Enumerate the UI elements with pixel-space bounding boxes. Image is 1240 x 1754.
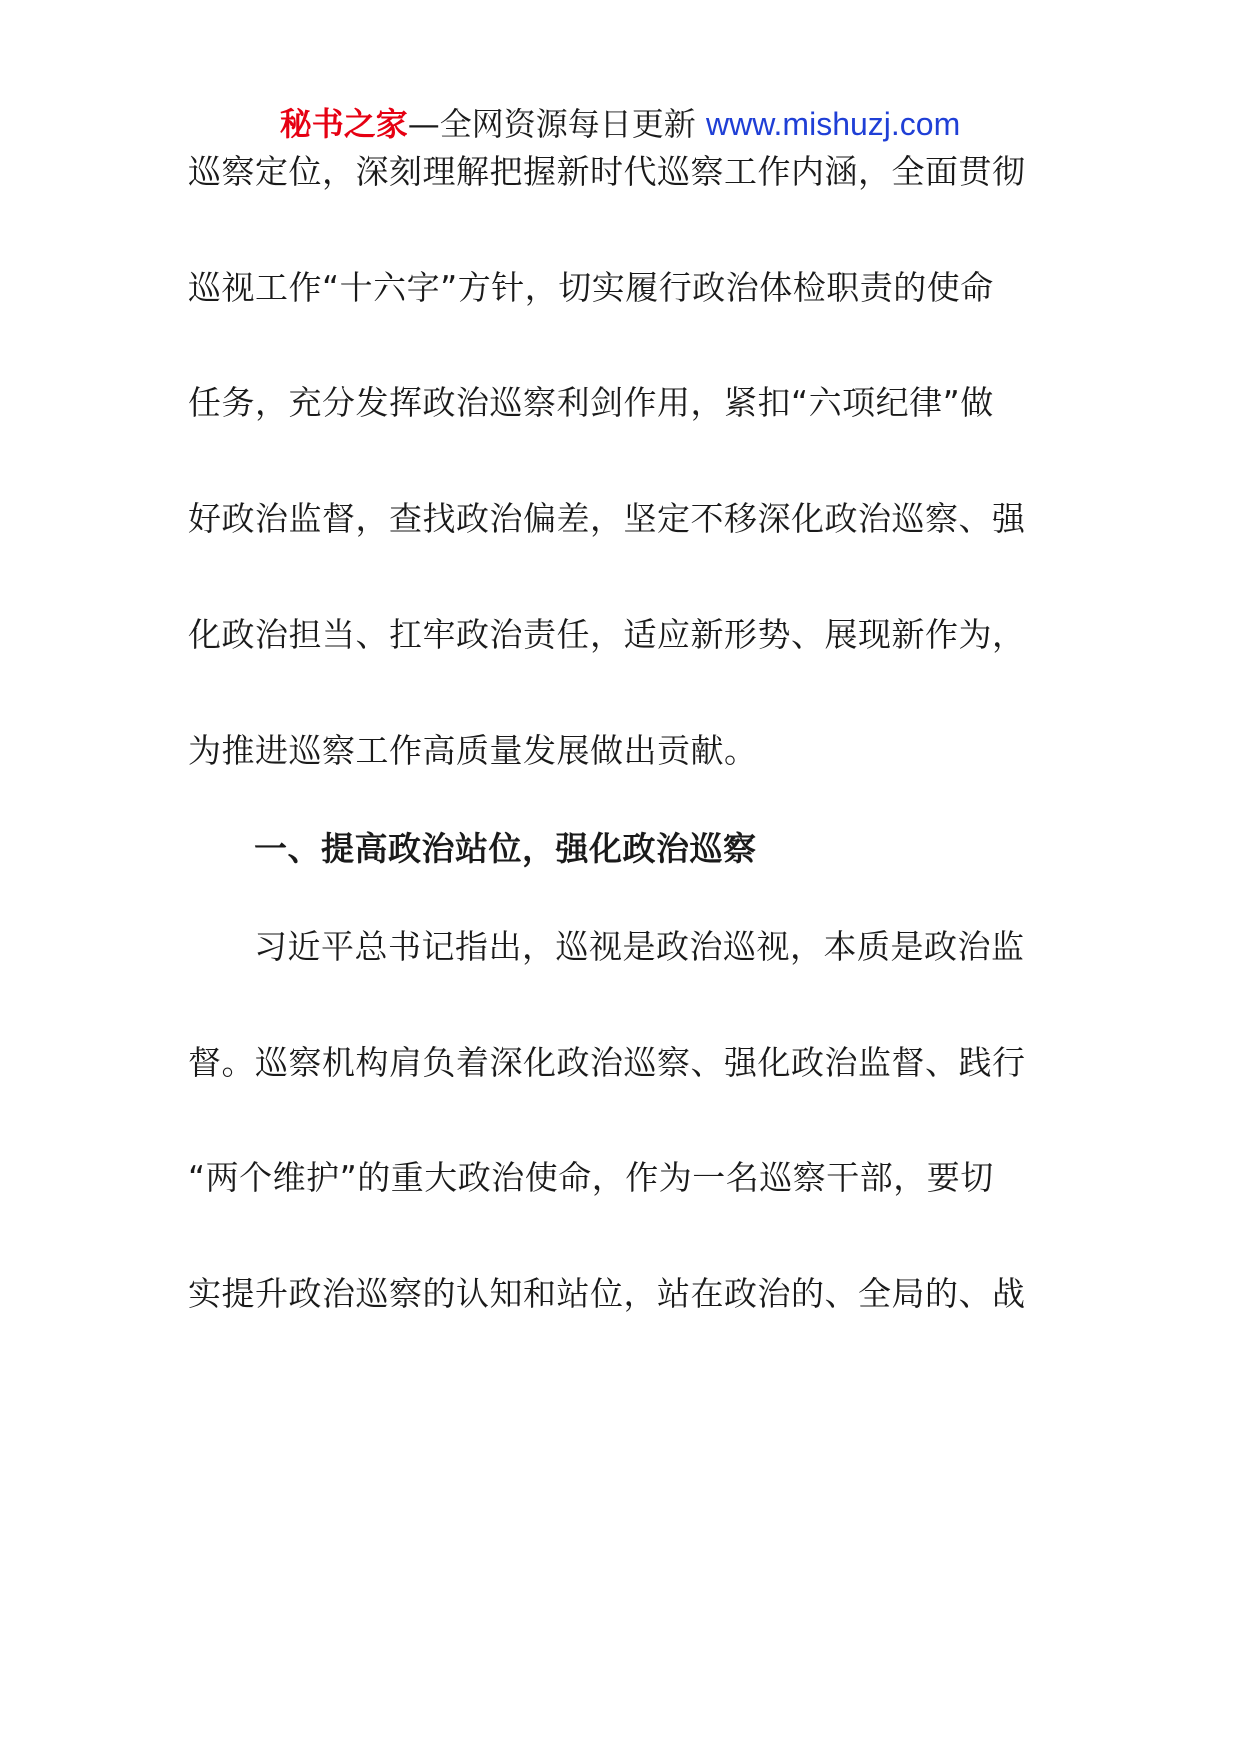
site-url-link[interactable]: www.mishuzj.com bbox=[705, 106, 961, 142]
paragraph-line: 为推进巡察工作高质量发展做出贡献。 bbox=[188, 731, 758, 770]
paragraph-line: “两个维护”的重大政治使命，作为一名巡察干部，要切 bbox=[188, 1158, 994, 1197]
paragraph-line: 好政治监督，查找政治偏差，坚定不移深化政治巡察、强 bbox=[188, 499, 1026, 538]
paragraph-line: 任务，充分发挥政治巡察利剑作用，紧扣“六项纪律”做 bbox=[188, 383, 994, 422]
site-header bbox=[0, 104, 1240, 144]
paragraph-line: 化政治担当、扛牢政治责任，适应新形势、展现新作为， bbox=[188, 615, 1026, 654]
paragraph-line: 巡视工作“十六字”方针，切实履行政治体检职责的使命 bbox=[188, 268, 994, 307]
paragraph-line: 实提升政治巡察的认知和站位，站在政治的、全局的、战 bbox=[188, 1274, 1026, 1313]
brand-name: 秘书之家 bbox=[279, 105, 408, 143]
paragraph-line: 督。巡察机构肩负着深化政治巡察、强化政治监督、践行 bbox=[188, 1043, 1026, 1082]
paragraph-line: 巡察定位，深刻理解把握新时代巡察工作内涵，全面贯彻 bbox=[188, 152, 1026, 191]
header-slogan: —全网资源每日更新 bbox=[407, 105, 696, 143]
paragraph-line: 习近平总书记指出，巡视是政治巡视，本质是政治监 bbox=[254, 927, 1025, 966]
section-heading: 一、提高政治站位，强化政治巡察 bbox=[254, 829, 757, 868]
